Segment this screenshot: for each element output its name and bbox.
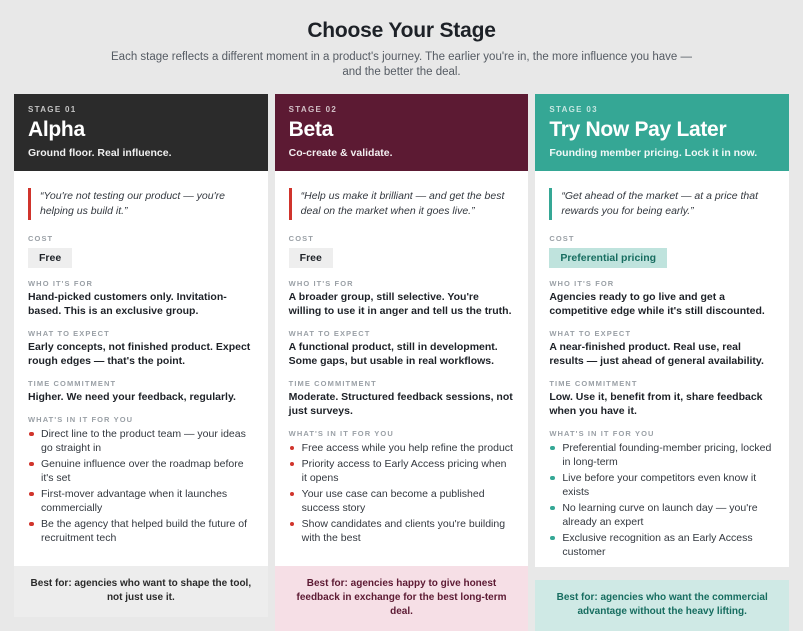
list-item: Priority access to Early Access pricing when it opens — [289, 457, 515, 485]
list-item: Live before your competitors even know it exists — [549, 471, 775, 499]
page-subtitle: Each stage reflects a different moment in a product's journey. The earlier you're in, the more influence you have — and the better the deal. — [111, 51, 692, 78]
list-item: No learning curve on launch day — you're already an expert — [549, 501, 775, 529]
cost-badge: Preferential pricing — [549, 248, 667, 268]
field-label-cost: COST — [288, 234, 314, 243]
field-label-expect: WHAT TO EXPECT — [28, 329, 110, 338]
field-time — [289, 379, 515, 418]
field-label-expect: WHAT TO EXPECT — [288, 329, 371, 338]
stage-name: Try Now Pay Later — [549, 118, 727, 141]
stage-card-header — [275, 94, 529, 171]
field-label-perks: WHAT'S IN IT FOR YOU — [288, 429, 394, 438]
stage-tagline: Co-create & validate. — [288, 147, 393, 159]
list-item: Show candidates and clients you're building with the best — [289, 517, 515, 545]
list-item: Free access while you help refine the product — [289, 441, 515, 455]
field-value-time: Low. Use it, benefit from it, share feedback when you have it. — [549, 391, 763, 417]
field-expect — [549, 329, 775, 368]
field-label-cost: COST — [549, 234, 575, 243]
stage-quote: “Help us make it brilliant — and get the best deal on the market when it goes live.” — [289, 188, 515, 220]
field-label-time: TIME COMMITMENT — [28, 379, 117, 388]
field-expect — [28, 329, 254, 368]
field-label-who: WHO IT'S FOR — [549, 279, 615, 288]
list-item: First-mover advantage when it launches commercially — [28, 487, 254, 515]
field-who — [28, 279, 254, 318]
stage-number-label: STAGE 02 — [288, 105, 338, 114]
perk-list — [289, 441, 515, 545]
stage-number-label: STAGE 03 — [549, 105, 598, 114]
stage-card-header — [14, 94, 268, 171]
field-label-expect: WHAT TO EXPECT — [549, 329, 632, 338]
field-cost — [289, 234, 515, 268]
stage-quote: “You're not testing our product — you're helping us build it.” — [28, 188, 254, 220]
field-value-who: A broader group, still selective. You're willing to use it in anger and tell us the truth. — [288, 291, 512, 317]
field-perks — [28, 415, 254, 545]
field-value-time: Higher. We need your feedback, regularly. — [28, 391, 236, 403]
cost-badge: Free — [28, 248, 72, 268]
stage-name: Alpha — [28, 118, 85, 141]
field-label-cost: COST — [28, 234, 54, 243]
field-value-who: Hand-picked customers only. Invitation-based. This is an exclusive group. — [28, 291, 227, 317]
stage-card-grid — [14, 94, 789, 617]
list-item: Your use case can become a published success story — [289, 487, 515, 515]
field-perks — [289, 429, 515, 545]
stage-card-footer: Best for: agencies happy to give honest feedback in exchange for the best long-term deal. — [275, 566, 529, 631]
stage-card-footer: Best for: agencies who want the commercial advantage without the heavy lifting. — [535, 580, 789, 631]
stage-card-beta[interactable] — [275, 94, 529, 617]
perk-list — [28, 427, 254, 545]
page-title: Choose Your Stage — [307, 19, 496, 42]
stage-card-alpha[interactable] — [14, 94, 268, 603]
stage-card-header — [535, 94, 789, 171]
stage-card-try-now-pay-later[interactable] — [535, 94, 789, 617]
stage-name: Beta — [288, 118, 333, 141]
field-label-who: WHO IT'S FOR — [28, 279, 93, 288]
field-value-expect: A near-finished product. Real use, real results — just ahead of general availability. — [549, 341, 764, 367]
field-label-perks: WHAT'S IN IT FOR YOU — [28, 415, 134, 424]
list-item: Direct line to the product team — your ideas go straight in — [28, 427, 254, 455]
field-who — [289, 279, 515, 318]
stage-card-body — [275, 171, 529, 566]
list-item: Preferential founding-member pricing, locked in long-term — [549, 441, 775, 469]
perk-list — [549, 441, 775, 559]
field-time — [28, 379, 254, 404]
field-perks — [549, 429, 775, 559]
field-label-who: WHO IT'S FOR — [288, 279, 354, 288]
field-label-time: TIME COMMITMENT — [288, 379, 377, 388]
field-value-time: Moderate. Structured feedback sessions, not just surveys. — [288, 391, 513, 417]
stage-card-body — [14, 171, 268, 566]
field-value-expect: A functional product, still in development. Some gaps, but usable in real workflows. — [288, 341, 498, 367]
stage-card-body — [535, 171, 789, 580]
list-item: Genuine influence over the roadmap before it's set — [28, 457, 254, 485]
stage-number-label: STAGE 01 — [28, 105, 77, 114]
field-time — [549, 379, 775, 418]
cost-badge: Free — [289, 248, 333, 268]
page-header — [14, 0, 789, 80]
stage-card-footer: Best for: agencies who want to shape the tool, not just use it. — [14, 566, 268, 617]
stage-quote: “Get ahead of the market — at a price that rewards you for being early.” — [549, 188, 775, 220]
list-item: Be the agency that helped build the future of recruitment tech — [28, 517, 254, 545]
field-cost — [28, 234, 254, 268]
field-label-perks: WHAT'S IN IT FOR YOU — [549, 429, 655, 438]
field-value-expect: Early concepts, not finished product. Expect rough edges — that's the point. — [28, 341, 251, 367]
field-label-time: TIME COMMITMENT — [549, 379, 638, 388]
stage-tagline: Ground floor. Real influence. — [28, 147, 172, 159]
stage-tagline: Founding member pricing. Lock it in now. — [549, 147, 758, 159]
field-expect — [289, 329, 515, 368]
field-who — [549, 279, 775, 318]
list-item: Exclusive recognition as an Early Access customer — [549, 531, 775, 559]
field-value-who: Agencies ready to go live and get a competitive edge while it's still discounted. — [549, 291, 765, 317]
field-cost — [549, 234, 775, 268]
